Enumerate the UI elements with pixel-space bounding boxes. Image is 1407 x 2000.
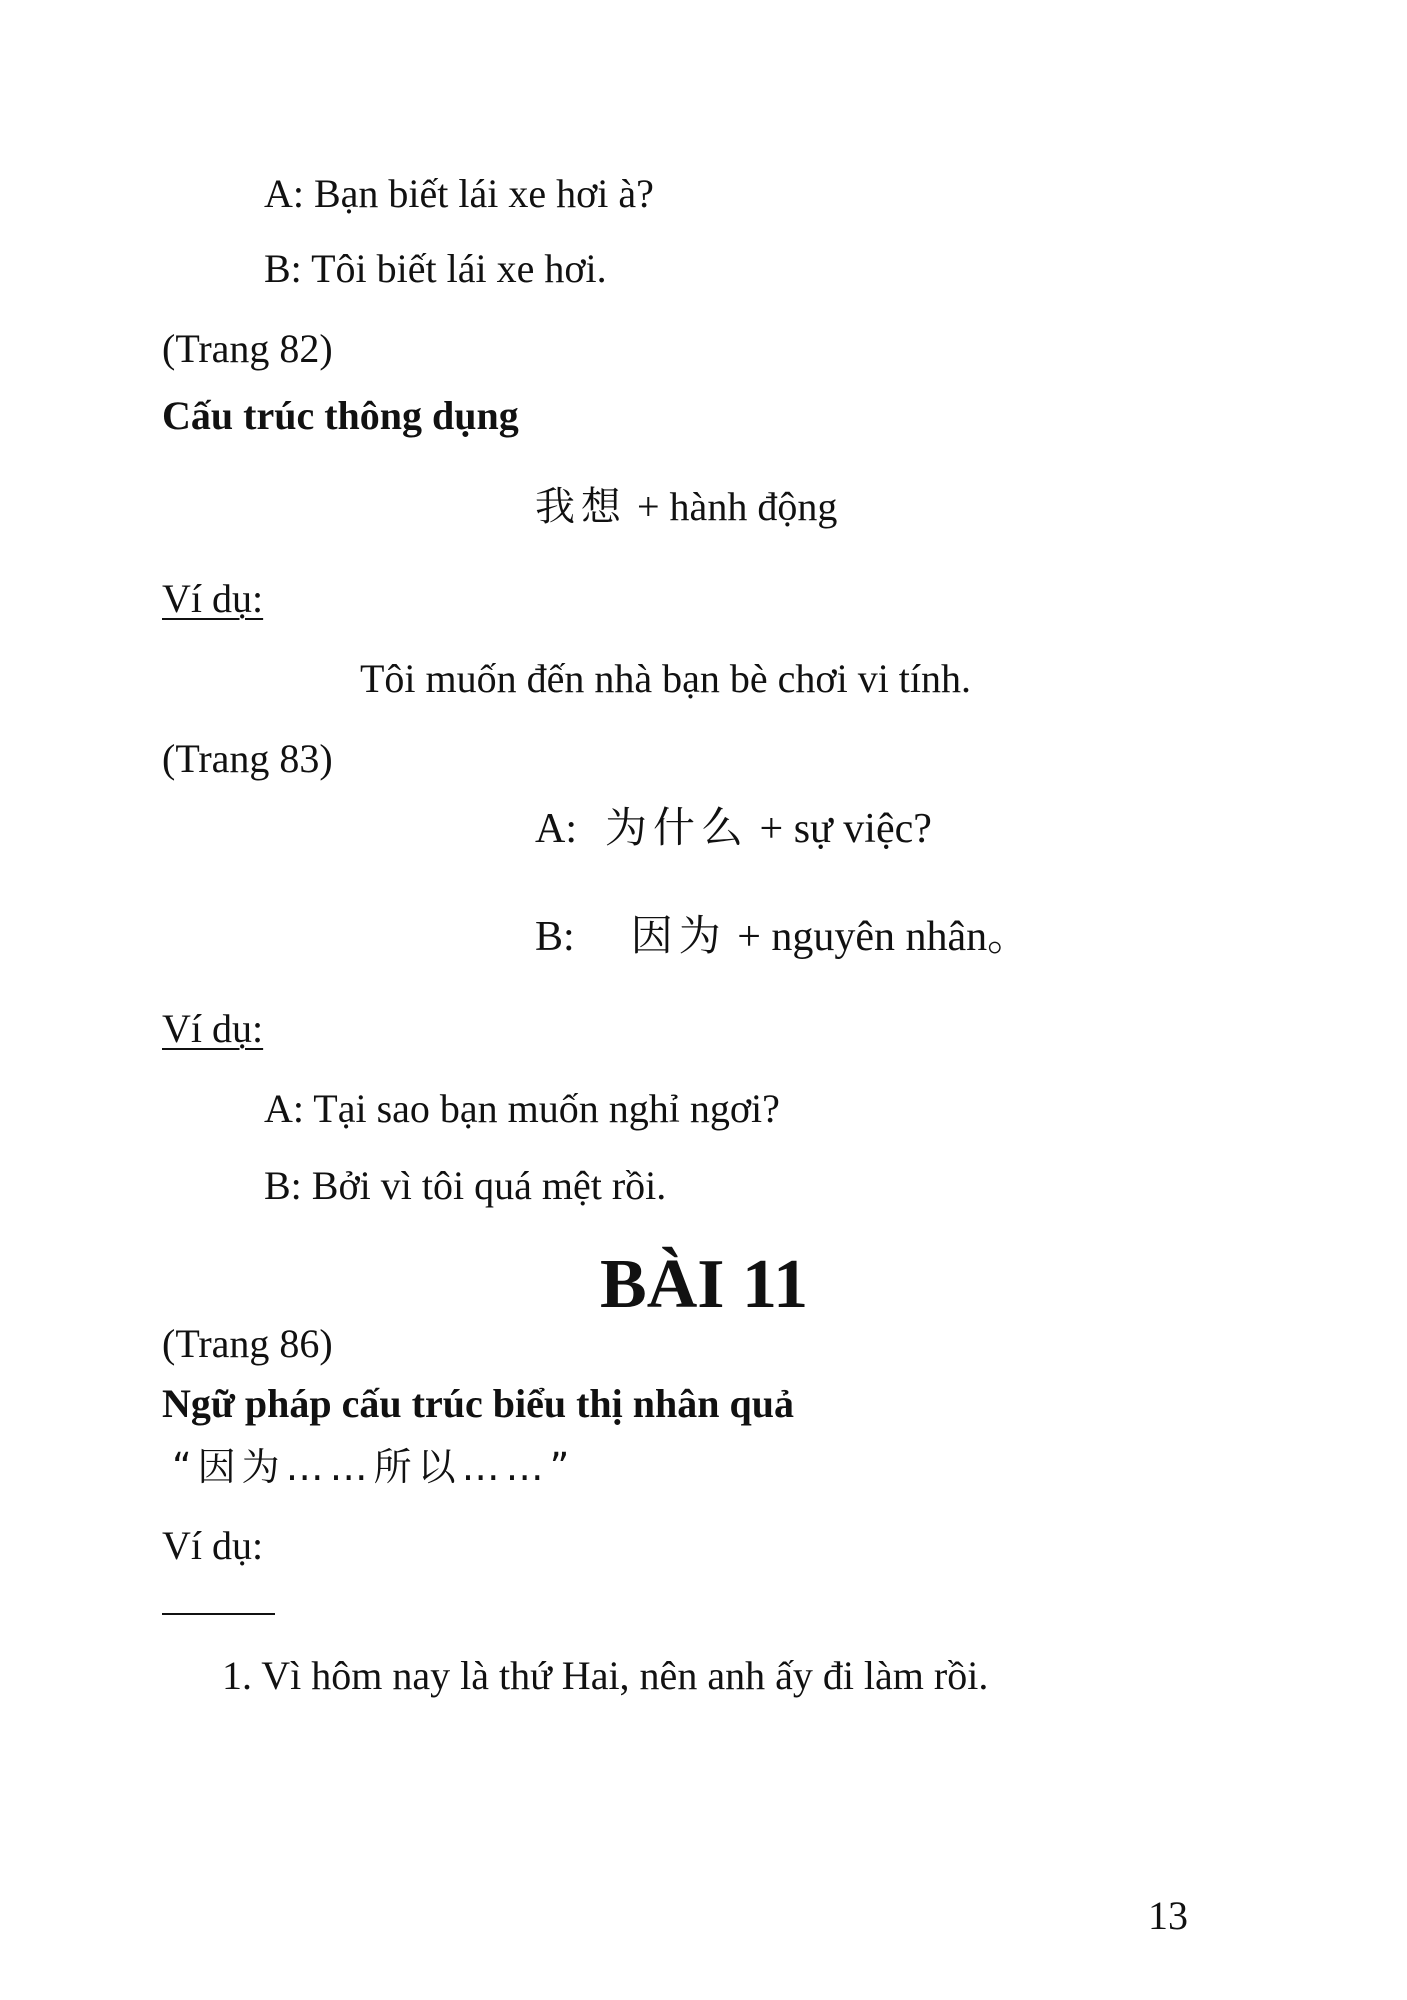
formula-label-b: B: [535, 914, 575, 960]
formula-why [535, 804, 932, 853]
formula-because [535, 912, 1029, 961]
page-reference-86: (Trang 86) [162, 1321, 333, 1366]
underline-rule [162, 1613, 275, 1615]
formula-cjk: 我想 [535, 484, 627, 530]
example-sentence-1: Tôi muốn đến nhà bạn bè chơi vi tính. [360, 656, 972, 701]
page-reference-82: (Trang 82) [162, 326, 333, 371]
dialogue-line-b2: B: Bởi vì tôi quá mệt rồi. [264, 1163, 667, 1208]
formula-text: + nguyên nhân。 [726, 914, 1030, 960]
section-heading-cause-effect: Ngữ pháp cấu trúc biểu thị nhân quả [162, 1381, 794, 1426]
page-reference-83: (Trang 83) [162, 736, 333, 781]
formula-cjk: 为什么 [605, 803, 750, 852]
formula-text: + hành động [627, 484, 838, 529]
dialogue-line-b1: B: Tôi biết lái xe hơi. [264, 246, 607, 291]
example-label-3: Ví dụ: [162, 1523, 264, 1568]
example-label-2: Ví dụ: [162, 1006, 264, 1051]
cause-effect-pattern: “因为……所以……” [172, 1445, 576, 1489]
page-number: 13 [1148, 1893, 1188, 1938]
formula-text: + sự việc? [749, 806, 932, 852]
dialogue-line-a2: A: Tại sao bạn muốn nghỉ ngơi? [264, 1086, 780, 1131]
formula-label-a: A: [535, 806, 577, 852]
dialogue-line-a1: A: Bạn biết lái xe hơi à? [264, 171, 654, 216]
section-heading-common-structure: Cấu trúc thông dụng [162, 393, 519, 438]
example-label-1: Ví dụ: [162, 576, 264, 621]
lesson-title: BÀI 11 [600, 1246, 809, 1323]
formula-want-action [535, 483, 837, 531]
formula-cjk: 因为 [630, 911, 727, 960]
numbered-example-1: 1. Vì hôm nay là thứ Hai, nên anh ấy đi làm rồi. [222, 1653, 989, 1698]
